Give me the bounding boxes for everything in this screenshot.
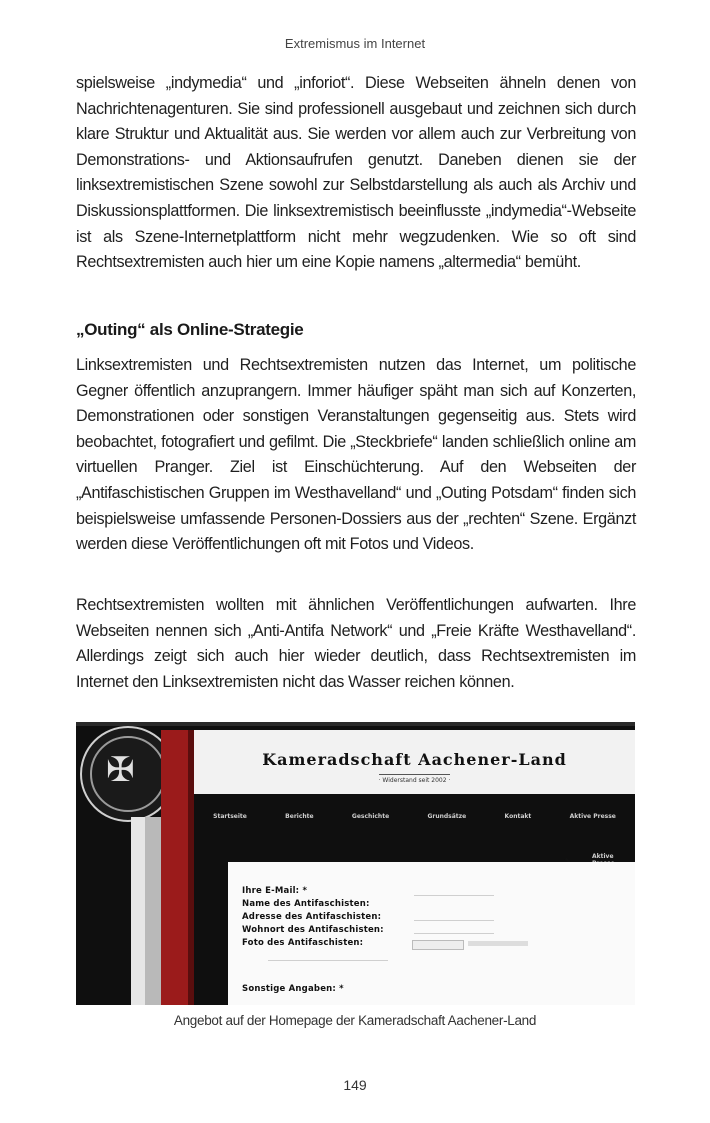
site-navbar (194, 808, 635, 824)
city-field-label: Wohnort des Antifaschisten: (242, 925, 384, 935)
photo-field-label: Foto des Antifaschisten: (242, 938, 364, 948)
file-upload-note (468, 941, 528, 946)
form-divider (268, 960, 388, 961)
eagle-icon: ✠ (106, 750, 135, 790)
screenshot-top-border (76, 722, 635, 726)
page-number: 149 (343, 1077, 367, 1093)
email-field[interactable] (414, 895, 494, 896)
site-banner (194, 730, 635, 794)
paragraph-1: spielsweise „indymedia“ und „inforiot“. Diese Webseiten ähneln denen von Nachrichtenagenturen. Sie sind professionell ausgebaut und zeichnen sich durch klare Struktur und Aktualität aus. Sie werden vor allem auch zur Verbreitung von Demonstrations- und Aktionsaufrufen genutzt. Daneben dienen sie der linksextremistischen Szene sowohl zur Selbstdarstellung als auch als Archiv und Diskussionsplattformen. Die linksextremistisch beeinflusste „indymedia“-Webseite ist als Szene-Internetplattform nicht mehr wegzudenken. Wie so oft sind Rechtsextremisten auch hier um eine Kopie namens „altermedia“ bemüht. (76, 74, 636, 272)
paragraph-3: Rechtsextremisten wollten mit ähnlichen Veröffentlichungen aufwarten. Ihre Webseiten nennen sich „Anti-Antifa Network“ und „Freie Kräfte Westhavelland“. Allerdings zeigt sich auch hier wieder deutlich, dass Rechtsextremisten im Internet den Linksextremisten nicht das Wasser reichen können. (76, 596, 636, 691)
name-field-label: Name des Antifaschisten: (242, 899, 370, 909)
nav-item[interactable]: Startseite (213, 812, 247, 820)
nav-item[interactable]: Aktive Presse (569, 812, 616, 820)
paragraph-2: Linksextremisten und Rechtsextremisten nutzen das Internet, um politische Gegner öffentlich anzuprangern. Immer häufiger späht man sich auf Konzerten, Demonstrationen oder sonstigen Veranstaltungen gegenseitig aus. Stets wird beobachtet, fotografiert und gefilmt. Die „Steckbriefe“ landen schließlich online am virtuellen Pranger. Ziel ist Einschüchterung. Auf den Webseiten der „Antifaschistischen Gruppen im Westhavelland“ und „Outing Potsdam“ finden sich beispielsweise umfassende Personen-Dossiers aus der „rechten“ Szene. Ergänzt werden diese Veröffentlichungen oft mit Fotos und Videos. (76, 356, 636, 554)
nav-item[interactable]: Kontakt (504, 812, 532, 820)
extra-info-label: Sonstige Angaben: * (242, 984, 344, 994)
file-upload-button[interactable] (412, 940, 464, 950)
flag-stripe-grey (145, 817, 161, 1005)
nav-item[interactable]: Geschichte (351, 812, 390, 820)
corner-label: Aktive (592, 853, 614, 860)
flag-stripe-red (161, 730, 188, 1005)
website-screenshot (76, 722, 635, 1005)
nav-item[interactable]: Grundsätze (427, 812, 467, 820)
figure-caption: Angebot auf der Homepage der Kameradschaft Aachener-Land (173, 1013, 537, 1028)
site-title: Kameradschaft Aachener-Land (262, 750, 567, 769)
site-subtitle: · Widerstand seit 2002 · (379, 774, 451, 784)
report-form (228, 862, 635, 1005)
city-field[interactable] (414, 933, 494, 934)
email-field-label: Ihre E-Mail: * (242, 886, 308, 896)
nav-item[interactable]: Berichte (285, 812, 314, 820)
address-field[interactable] (414, 920, 494, 921)
address-field-label: Adresse des Antifaschisten: (242, 912, 382, 922)
flag-stripe-white (131, 817, 145, 1005)
section-heading: „Outing“ als Online-Strategie (76, 320, 304, 339)
running-head: Extremismus im Internet (284, 36, 426, 51)
